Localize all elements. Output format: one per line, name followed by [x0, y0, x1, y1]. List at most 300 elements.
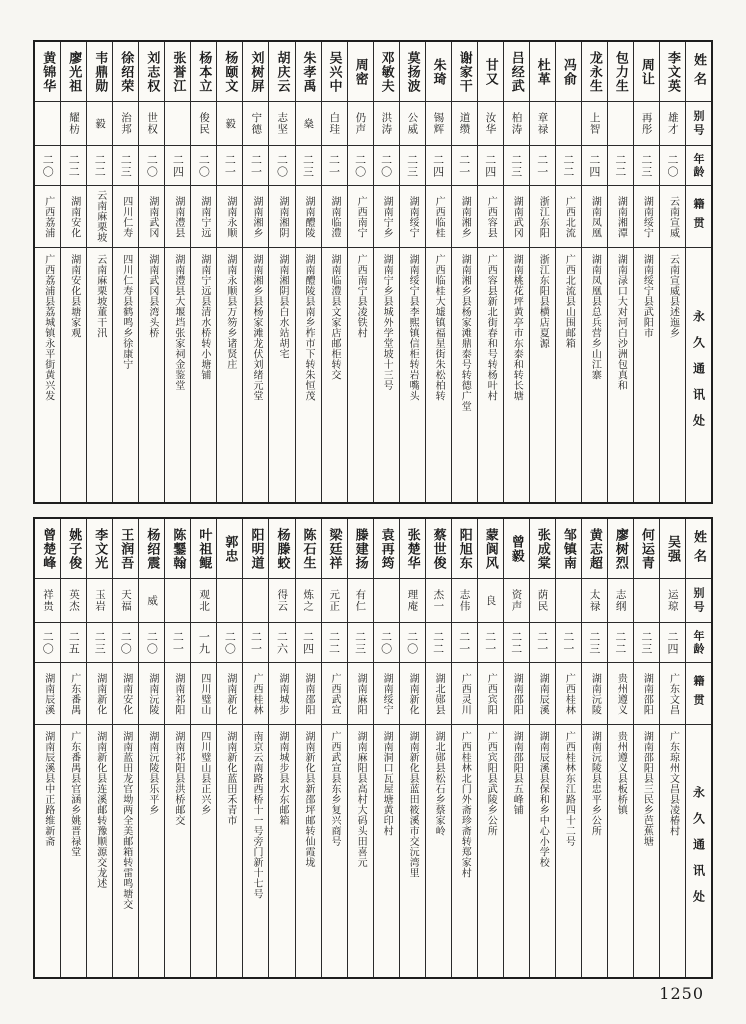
person-name: 邓敏夫 [378, 50, 394, 93]
person-native: 广西南宁 [355, 195, 367, 238]
person-native: 云南宣威 [667, 195, 679, 238]
person-name: 胡庆云 [274, 50, 290, 93]
person-name: 曾楚峰 [40, 527, 56, 570]
person-native: 湖南宁乡 [381, 195, 393, 238]
person-address: 浙江东阳县横店夏源 [537, 254, 549, 349]
person-address: 湖南麻阳县高村大码头田喜元 [355, 731, 367, 868]
person-name: 杨本立 [196, 50, 212, 93]
person-age: 二三 [639, 630, 653, 655]
person-address: 广西临桂大墟镇福星街朱松柏转 [433, 254, 445, 401]
person-age: 二一 [535, 153, 549, 178]
person-column [321, 519, 347, 977]
person-address: 广西桂林东江路四十二号 [563, 731, 575, 847]
person-age: 二一 [223, 153, 237, 178]
person-column [425, 519, 451, 977]
person-column [451, 519, 477, 977]
person-age: 二四 [483, 153, 497, 178]
person-name: 陈鑋翰 [170, 527, 186, 570]
person-address: 湖南澧县大堰垱张家祠金鉴堂 [172, 254, 184, 391]
person-address: 四川璧山县正兴乡 [198, 731, 210, 815]
person-age: 二〇 [145, 153, 159, 178]
person-name: 郭忠 [222, 534, 238, 563]
person-alias: 良 [484, 594, 497, 607]
registry-table-bottom [33, 517, 713, 979]
person-native: 湖南湘阴 [276, 195, 288, 238]
person-age: 二六 [275, 630, 289, 655]
person-alias: 运琼 [666, 589, 679, 612]
person-column [216, 42, 242, 502]
person-age: 二二 [613, 153, 627, 178]
person-column [216, 519, 242, 977]
person-alias: 荫民 [536, 589, 549, 612]
person-column [86, 519, 112, 977]
person-native: 湖南祁阳 [172, 672, 184, 715]
header-age: 年龄 [691, 152, 705, 179]
person-name: 吴强 [664, 534, 680, 563]
person-name: 吴兴中 [326, 50, 342, 93]
person-address: 湖南洞口瓦屋塘黄印村 [381, 731, 393, 836]
person-address: 湖南宁乡县城外学堂坡十三号 [381, 254, 393, 391]
person-address: 湖南醴陵县南乡柞市下转朱恒茂 [303, 254, 315, 401]
person-native: 湖南绥宁 [641, 195, 653, 238]
person-alias: 仍声 [354, 112, 367, 135]
person-native: 湖南武冈 [511, 195, 523, 238]
person-alias: 洪涛 [380, 112, 393, 135]
person-alias: 理庵 [406, 589, 419, 612]
person-age: 二二 [327, 630, 341, 655]
person-native: 湖南辰溪 [537, 672, 549, 715]
person-native: 广西荔浦 [42, 195, 54, 238]
person-age: 二二 [431, 630, 445, 655]
person-address: 湖南武冈县湾头桥 [146, 254, 158, 338]
person-native: 广西灵川 [459, 672, 471, 715]
person-alias: 白珪 [328, 112, 341, 135]
person-address: 广东番禺县官涵乡姚晋禄堂 [68, 731, 80, 857]
person-age: 二五 [67, 630, 81, 655]
person-column [451, 42, 477, 502]
person-column [659, 519, 685, 977]
person-name: 朱孝禹 [300, 50, 316, 93]
person-address: 湖南辰溪县中正路维新斋 [42, 731, 54, 847]
person-address: 四川仁寿县鹤鸣乡徐康宁 [120, 254, 132, 370]
person-name: 张楚华 [404, 527, 420, 570]
person-native: 湖南绥宁 [407, 195, 419, 238]
person-name: 杨绍震 [144, 527, 160, 570]
person-column [373, 519, 399, 977]
person-address: 广西荔浦县荔城镇永平街黄兴发 [42, 254, 54, 401]
person-address: 广西桂林北门外斋珍斋转郑家村 [459, 731, 471, 878]
person-address: 湖南凤凰县总兵营乡山江寨 [589, 254, 601, 380]
person-alias: 燊 [302, 117, 315, 130]
person-alias: 世权 [146, 112, 159, 135]
person-native: 广西北流 [563, 195, 575, 238]
person-native: 湖南邵阳 [641, 672, 653, 715]
person-age: 二一 [561, 630, 575, 655]
person-alias: 玉岩 [94, 589, 107, 612]
person-age: 二一 [535, 630, 549, 655]
person-name: 姚子俊 [66, 527, 82, 570]
person-address: 湖南湘乡县杨家滩龙伏刘绪元堂 [250, 254, 262, 401]
header-age: 年龄 [691, 629, 705, 656]
person-column [242, 519, 268, 977]
person-name: 廖树烈 [612, 527, 628, 570]
person-alias: 志纲 [614, 589, 627, 612]
header-address: 永久通讯处 [691, 786, 706, 916]
person-age: 二二 [93, 153, 107, 178]
person-native: 湖南武冈 [146, 195, 158, 238]
person-name: 莫扬波 [404, 50, 420, 93]
person-name: 黄锦华 [40, 50, 56, 93]
person-alias: 道缵 [458, 112, 471, 135]
person-native: 湖南新化 [407, 672, 419, 715]
person-age: 二〇 [405, 630, 419, 655]
person-address: 云南麻栗坡董干汛 [94, 254, 106, 338]
person-native: 湖南绥宁 [381, 672, 393, 715]
person-age: 二三 [119, 153, 133, 178]
person-native: 湖南邵阳 [303, 672, 315, 715]
person-native: 湖南新化 [224, 672, 236, 715]
person-name: 李文光 [92, 527, 108, 570]
person-column [112, 42, 138, 502]
person-column [373, 42, 399, 502]
person-age: 二一 [457, 630, 471, 655]
person-native: 云南麻栗坡 [94, 190, 106, 243]
person-alias: 杰一 [432, 589, 445, 612]
person-alias: 太禄 [588, 589, 601, 612]
person-alias: 英杰 [67, 589, 80, 612]
person-name: 龙永生 [586, 50, 602, 93]
person-alias: 上智 [588, 112, 601, 135]
table-header-column [685, 519, 711, 977]
person-native: 湖南永顺 [224, 195, 236, 238]
person-column [138, 519, 164, 977]
person-native: 湖南新化 [94, 672, 106, 715]
person-address: 广西容县新北街春和号转杨叶村 [485, 254, 497, 401]
person-native: 广西容县 [485, 195, 497, 238]
person-age: 二二 [561, 153, 575, 178]
person-address: 广西北流县山围邮箱 [563, 254, 575, 349]
person-alias: 志伟 [458, 589, 471, 612]
person-native: 湖南宁远 [198, 195, 210, 238]
person-age: 二四 [301, 630, 315, 655]
header-address: 永久通讯处 [691, 310, 706, 440]
person-column [190, 519, 216, 977]
person-name: 何运青 [638, 527, 654, 570]
person-name: 李文英 [664, 50, 680, 93]
header-name: 姓名 [690, 52, 706, 91]
header-alias: 别号 [691, 586, 705, 615]
person-column [86, 42, 112, 502]
person-native: 湖南麻阳 [355, 672, 367, 715]
person-native: 湖南醴陵 [303, 195, 315, 238]
person-native: 湖南安化 [68, 195, 80, 238]
person-age: 二二 [509, 630, 523, 655]
person-address: 广东琼州文昌县凌椿村 [667, 731, 679, 836]
person-name: 曾毅 [508, 534, 524, 563]
person-alias: 有仁 [354, 589, 367, 612]
person-name: 滕建扬 [352, 527, 368, 570]
person-age: 二〇 [665, 153, 679, 178]
person-age: 二四 [171, 153, 185, 178]
person-age: 二一 [171, 630, 185, 655]
person-name: 周密 [352, 57, 368, 86]
person-column [555, 42, 581, 502]
person-address: 湖南新化县蓝田筱溪市交沅湾里 [407, 731, 419, 878]
person-column [35, 42, 60, 502]
person-name: 甘又 [482, 57, 498, 86]
person-address: 湖南城步县水东邮箱 [276, 731, 288, 826]
person-native: 湖南城步 [276, 672, 288, 715]
person-address: 湖南新化县新邵坪邮转仙霞垅 [303, 731, 315, 868]
person-age: 二〇 [379, 153, 393, 178]
person-name: 黄志超 [586, 527, 602, 570]
person-age: 二〇 [41, 153, 55, 178]
person-alias: 资声 [510, 589, 523, 612]
person-column [477, 42, 503, 502]
person-name: 梁廷祥 [326, 527, 342, 570]
person-native: 广西宾阳 [485, 672, 497, 715]
person-address: 湖南临澧县文家店邮柜转交 [329, 254, 341, 380]
person-column [347, 42, 373, 502]
person-name: 吕经武 [508, 50, 524, 93]
person-native: 湖南凤凰 [589, 195, 601, 238]
header-native: 籍贯 [691, 674, 705, 713]
person-name: 张誉江 [170, 50, 186, 93]
person-column [138, 42, 164, 502]
person-age: 二三 [405, 153, 419, 178]
person-alias: 天福 [120, 589, 133, 612]
person-native: 湖南湘潭 [615, 195, 627, 238]
person-column [347, 519, 373, 977]
person-age: 二一 [249, 630, 263, 655]
person-name: 谢家干 [456, 50, 472, 93]
person-age: 二一 [483, 630, 497, 655]
person-column [112, 519, 138, 977]
person-column [633, 519, 659, 977]
person-age: 二三 [301, 153, 315, 178]
person-native: 广西武宣 [329, 672, 341, 715]
person-alias: 公威 [406, 112, 419, 135]
person-address: 湖南蓝田龙官坳两全美邮箱转雷鸣塘交 [120, 731, 132, 910]
person-age: 二三 [639, 153, 653, 178]
person-age: 二四 [587, 153, 601, 178]
person-alias: 得云 [276, 589, 289, 612]
person-alias: 章禄 [536, 112, 549, 135]
person-address: 湖南沅陵县乐平乡 [146, 731, 158, 815]
person-address: 广西南宁县凌铁村 [355, 254, 367, 338]
person-age: 二〇 [145, 630, 159, 655]
person-native: 湖北郧县 [433, 672, 445, 715]
person-native: 湖南湘乡 [250, 195, 262, 238]
person-native: 广西桂林 [563, 672, 575, 715]
person-age: 二〇 [275, 153, 289, 178]
person-native: 湖南临澧 [329, 195, 341, 238]
person-native: 广东番禺 [68, 672, 80, 715]
person-alias: 威 [146, 594, 159, 607]
person-address: 湖南绥宁县武阳市 [641, 254, 653, 338]
person-age: 一九 [197, 630, 211, 655]
person-column [60, 42, 86, 502]
person-name: 蔡世俊 [430, 527, 446, 570]
person-age: 二〇 [223, 630, 237, 655]
person-address: 贵州遵义县板桥镇 [615, 731, 627, 815]
person-alias: 元正 [328, 589, 341, 612]
person-age: 二四 [665, 630, 679, 655]
person-address: 云南宣威县述迤乡 [667, 254, 679, 338]
person-native: 广东文昌 [667, 672, 679, 715]
person-age: 二〇 [379, 630, 393, 655]
person-native: 湖南湘乡 [459, 195, 471, 238]
person-name: 阳旭东 [456, 527, 472, 570]
person-native: 广西桂林 [250, 672, 262, 715]
person-name: 周让 [638, 57, 654, 86]
person-column [607, 519, 633, 977]
person-name: 袁再筠 [378, 527, 394, 570]
person-name: 杜革 [534, 57, 550, 86]
person-column [268, 519, 294, 977]
person-age: 二〇 [41, 630, 55, 655]
person-age: 二三 [587, 630, 601, 655]
person-address: 湖南安化县塘家观 [68, 254, 80, 338]
person-address: 湖南湘阴县白水站胡宅 [276, 254, 288, 359]
person-column [399, 519, 425, 977]
person-address: 南京云南路西桥十一号旁门新十七号 [250, 731, 262, 899]
person-native: 湖南安化 [120, 672, 132, 715]
person-name: 廖光祖 [66, 50, 82, 93]
header-alias: 别号 [691, 109, 705, 138]
person-address: 湖南新化县连溪邮转豫顺源交龙述 [94, 731, 106, 889]
person-age: 二三 [509, 153, 523, 178]
person-column [321, 42, 347, 502]
person-column [607, 42, 633, 502]
person-name: 陈石生 [300, 527, 316, 570]
person-address: 湖南渌口大对河白沙洲包真和 [615, 254, 627, 391]
person-name: 阳明道 [248, 527, 264, 570]
person-name: 冯俞 [560, 57, 576, 86]
person-native: 四川璧山 [198, 672, 210, 715]
person-native: 广西临桂 [433, 195, 445, 238]
person-name: 徐绍荣 [118, 50, 134, 93]
person-alias: 柏涛 [510, 112, 523, 135]
person-column [659, 42, 685, 502]
person-name: 刘志权 [144, 50, 160, 93]
header-native: 籍贯 [691, 197, 705, 236]
person-column [60, 519, 86, 977]
person-native: 贵州遵义 [615, 672, 627, 715]
person-alias: 宁德 [250, 112, 263, 135]
person-column [164, 519, 190, 977]
person-age: 二〇 [353, 153, 367, 178]
person-age: 二二 [613, 630, 627, 655]
person-name: 韦鼎勋 [92, 50, 108, 93]
person-age: 二四 [431, 153, 445, 178]
person-column [295, 42, 321, 502]
person-address: 湖南绥宁县李熙镇信柜转岩嘴头 [407, 254, 419, 401]
person-alias: 祥贵 [41, 589, 54, 612]
person-age: 二一 [249, 153, 263, 178]
person-address: 湖南桃花坪黄亭市东泰和转长塘 [511, 254, 523, 401]
person-column [529, 42, 555, 502]
person-column [503, 519, 529, 977]
person-alias: 炼之 [302, 589, 315, 612]
person-address: 湖南新化蓝田禾青市 [224, 731, 236, 826]
person-alias: 汝华 [484, 112, 497, 135]
person-alias: 锡辉 [432, 112, 445, 135]
person-name: 包力生 [612, 50, 628, 93]
person-name: 朱琦 [430, 57, 446, 86]
person-native: 湖南澧县 [172, 195, 184, 238]
person-name: 刘树屏 [248, 50, 264, 93]
person-column [633, 42, 659, 502]
person-age: 二〇 [119, 630, 133, 655]
person-column [529, 519, 555, 977]
person-column [581, 42, 607, 502]
person-age: 二三 [93, 630, 107, 655]
person-address: 湖南沅陵县忠平乡公所 [589, 731, 601, 836]
person-alias: 再彤 [640, 112, 653, 135]
person-native: 湖南沅陵 [146, 672, 158, 715]
person-native: 湖南辰溪 [42, 672, 54, 715]
person-address: 湖南邵阳县三民乡芭蕉塘 [641, 731, 653, 847]
person-name: 杨颐文 [222, 50, 238, 93]
person-address: 湖南湘乡县杨家滩鼎泰号转德广堂 [459, 254, 471, 412]
person-name: 王润吾 [118, 527, 134, 570]
person-native: 湖南沅陵 [589, 672, 601, 715]
person-column [425, 42, 451, 502]
registry-table-top [33, 40, 713, 504]
person-native: 四川仁寿 [120, 195, 132, 238]
person-age: 二一 [457, 153, 471, 178]
table-header-column [685, 42, 711, 502]
person-alias: 观北 [198, 589, 211, 612]
person-address: 广西宾阳县武陵乡公所 [485, 731, 497, 836]
person-age: 二〇 [197, 153, 211, 178]
page-number: 1250 [659, 984, 704, 1003]
person-address: 湖南永顺县万笏乡诸贤庄 [224, 254, 236, 370]
person-alias: 毅 [94, 117, 107, 130]
person-address: 湖南邵阳县五峰铺 [511, 731, 523, 815]
person-alias: 俊民 [198, 112, 211, 135]
person-address: 湖北郧县松石乡蔡家岭 [433, 731, 445, 836]
person-column [399, 42, 425, 502]
person-native: 湖南邵阳 [511, 672, 523, 715]
person-column [581, 519, 607, 977]
person-alias: 志坚 [276, 112, 289, 135]
person-name: 邹镇南 [560, 527, 576, 570]
header-name: 姓名 [690, 529, 706, 568]
person-column [164, 42, 190, 502]
person-alias: 毅 [224, 117, 237, 130]
person-alias: 治邦 [120, 112, 133, 135]
person-column [190, 42, 216, 502]
person-address: 湖南祁阳县洪桥邮交 [172, 731, 184, 826]
person-address: 广西武宣县东乡复兴商号 [329, 731, 341, 847]
person-alias: 耀枋 [67, 112, 80, 135]
person-column [477, 519, 503, 977]
person-name: 张成棠 [534, 527, 550, 570]
person-column [242, 42, 268, 502]
person-column [35, 519, 60, 977]
person-column [295, 519, 321, 977]
person-address: 湖南宁远县清水桥转小塘铺 [198, 254, 210, 380]
person-age: 二二 [67, 153, 81, 178]
person-column [268, 42, 294, 502]
person-age: 二一 [327, 153, 341, 178]
person-column [555, 519, 581, 977]
person-address: 湖南辰溪县保和乡中心小学校 [537, 731, 549, 868]
person-native: 浙江东阳 [537, 195, 549, 238]
person-alias: 雄才 [666, 112, 679, 135]
